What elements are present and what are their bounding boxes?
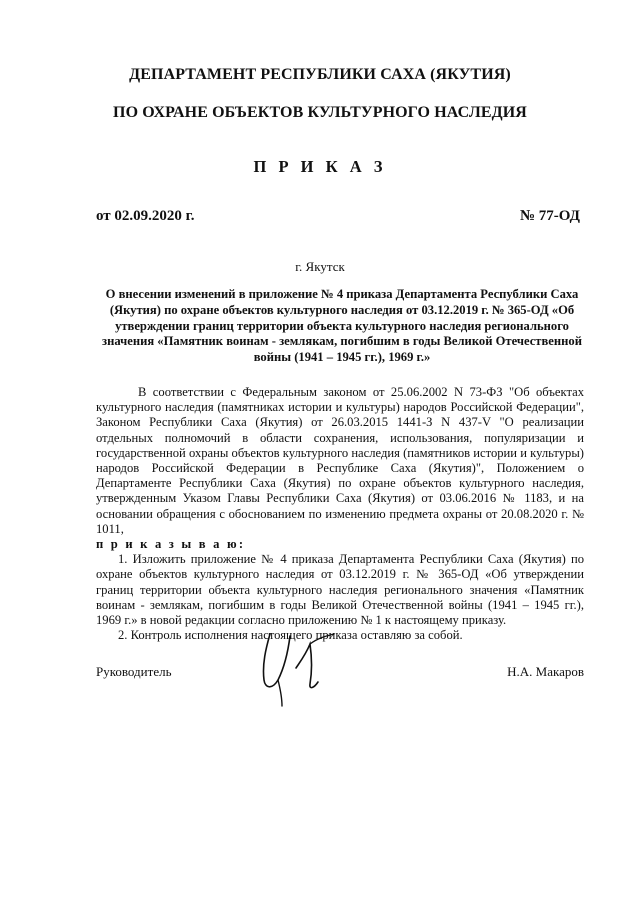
document-type-title: П Р И К А З — [253, 157, 387, 176]
order-word-paragraph — [96, 537, 584, 552]
city: г. Якутск — [295, 259, 345, 274]
order-word: п р и к а з ы в а ю: — [96, 537, 246, 552]
order-body — [96, 385, 584, 643]
order-item-2: 2. Контроль исполнения настоящего приказа оставляю за собой. — [118, 628, 463, 643]
date-number-row — [96, 208, 580, 228]
order-date: от 02.09.2020 г. — [96, 208, 195, 224]
signatory-name: Н.А. Макаров — [507, 664, 584, 679]
signature-row — [96, 664, 584, 684]
preamble-paragraph: В соответствии с Федеральным законом от 25.06.2002 N 73-ФЗ "Об объектах культурного наследия (памятниках истории и культуры) народов Российской Федерации", Законом Республики Саха (Якутия) от 26.03.2015 1441-З N 437-V "О реализации отдельных полномочий в области сохранения, использования, популяризации и государственной охраны объектов культурного наследия (памятников истории и культуры) народов Российской Федерации в Республике Саха (Якутия)", Положением о Департаменте Республики Саха (Якутия) по охране объектов культурного наследия, утвержденным Указом Главы Республики Саха (Якутия) от 03.06.2016 № 1183, и на основании обращения с обоснованием по изменению предмета охраны от 20.08.2020 г. № 1011, — [96, 385, 584, 536]
order-item-1: 1. Изложить приложение № 4 приказа Департамента Республики Саха (Якутия) по охране объектов культурного наследия от 03.12.2019 г. № 365-ОД «Об утверждении границ территории объекта культурного наследия регионального значения «Памятник воинам - землякам, погибшим в годы Великой Отечественной войны (1941 – 1945 гг.), 1969 г.» в новой редакции согласно приложению № 1 к настоящему приказу. — [96, 552, 584, 628]
order-subject: О внесении изменений в приложение № 4 приказа Департамента Республики Саха (Якутия) по охране объектов культурного наследия от 03.12.2019 г. № 365-ОД «Об утверждении границ территории объекта культурного наследия регионального значения «Памятник воинам - землякам, погибшим в годы Великой Отечественной войны (1941 – 1945 гг.), 1969 г.» — [102, 287, 582, 365]
department-title-line2: ПО ОХРАНЕ ОБЪЕКТОВ КУЛЬТУРНОГО НАСЛЕДИЯ — [113, 104, 527, 121]
department-title-line1: ДЕПАРТАМЕНТ РЕСПУБЛИКИ САХА (ЯКУТИЯ) — [129, 66, 511, 83]
signatory-role: Руководитель — [96, 664, 172, 679]
handwritten-signature — [252, 628, 338, 708]
order-number: № 77-ОД — [519, 208, 580, 224]
